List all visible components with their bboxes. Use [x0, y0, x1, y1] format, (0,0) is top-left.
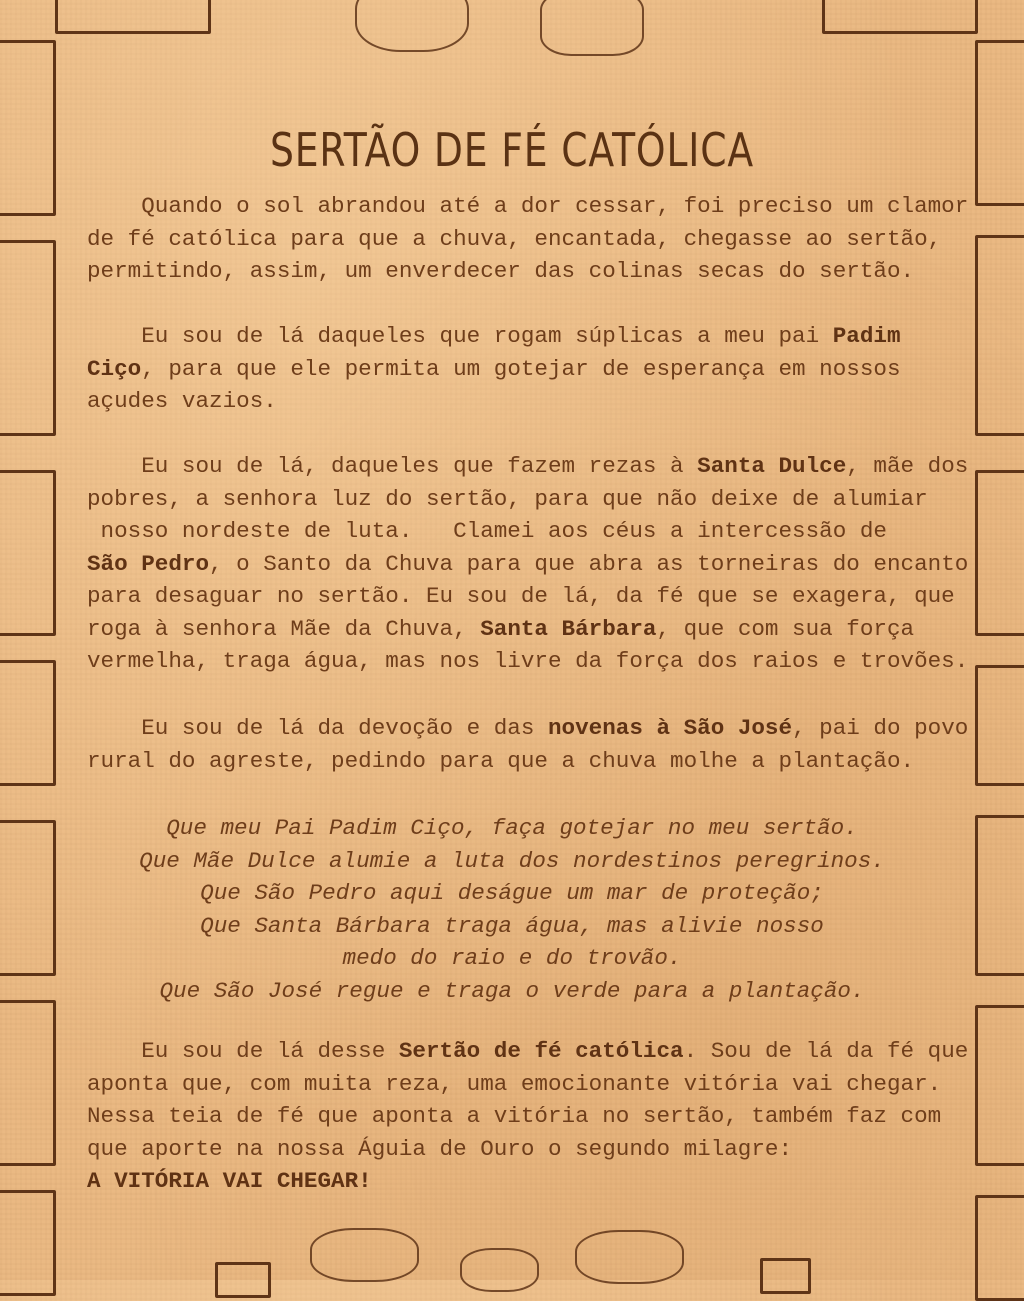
paragraph-2 — [87, 320, 987, 418]
text-line — [87, 515, 987, 548]
emphasized-text: Santa Dulce — [697, 453, 847, 479]
text-line — [87, 1035, 987, 1068]
text-segment: nosso nordeste de luta. Clamei aos céus a intercessão de — [87, 518, 887, 544]
text-line — [87, 190, 987, 223]
poem-line: Que São Pedro aqui deságue um mar de proteção; — [200, 880, 824, 906]
text-line — [87, 645, 987, 678]
text-line — [87, 1133, 987, 1166]
text-line — [87, 320, 987, 353]
text-segment: Quando o sol abrandou até a dor cessar, foi preciso um clamor — [87, 193, 969, 219]
paragraph-1 — [87, 190, 987, 288]
text-line — [87, 580, 987, 613]
text-line — [87, 1100, 987, 1133]
text-segment: Eu sou de lá daqueles que rogam súplicas a meu pai — [87, 323, 833, 349]
text-segment: vermelha, traga água, mas nos livre da força dos raios e trovões. — [87, 648, 969, 674]
text-line — [87, 385, 987, 418]
text-segment: , o Santo da Chuva para que abra as torneiras do encanto — [209, 550, 969, 577]
text-line — [87, 1165, 987, 1198]
paragraph-3 — [87, 450, 987, 678]
text-segment: . Sou de lá da fé que — [683, 1038, 969, 1064]
poem-line: Que São José regue e traga o verde para a plantação. — [159, 977, 865, 1004]
text-line — [87, 483, 987, 516]
poem-line: Que Santa Bárbara traga água, mas alivie nosso — [200, 912, 824, 939]
text-segment: roga à senhora Mãe da Chuva, — [87, 615, 481, 642]
text-line — [87, 613, 987, 646]
text-segment: , mãe dos — [846, 453, 969, 479]
emphasized-text: Padim — [832, 323, 901, 349]
text-line — [87, 745, 987, 778]
emphasized-text: A VITÓRIA VAI CHEGAR! — [87, 1168, 372, 1194]
text-segment: que aporte na nossa Águia de Ouro o segundo milagre: — [87, 1135, 793, 1162]
text-segment: de fé católica para que a chuva, encantada, chegasse ao sertão, — [87, 225, 942, 252]
text-segment: para desaguar no sertão. Eu sou de lá, da fé que se exagera, que — [87, 583, 955, 609]
text-line — [87, 223, 987, 256]
text-segment: rural do agreste, pedindo para que a chuva molhe a plantação. — [87, 747, 915, 774]
text-line — [87, 255, 987, 288]
text-segment: , para que ele permita um gotejar de esperança em nossos — [141, 355, 901, 382]
text-line — [87, 450, 987, 483]
text-line — [87, 353, 987, 386]
poem-line: Que meu Pai Padim Ciço, faça gotejar no meu sertão. — [166, 815, 858, 841]
text-segment: Nessa teia de fé que aponta a vitória no sertão, também faz com — [87, 1103, 942, 1129]
text-segment: pobres, a senhora luz do sertão, para que não deixe de alumiar — [87, 485, 928, 512]
poem-line: medo do raio e do trovão. — [342, 945, 682, 971]
text-line — [87, 1068, 987, 1101]
text-line — [87, 712, 987, 745]
text-segment: Eu sou de lá desse — [87, 1038, 399, 1064]
emphasized-text: novenas à São José — [548, 715, 793, 741]
page-title: SERTÃO DE FÉ CATÓLICA — [269, 122, 755, 177]
text-segment: permitindo, assim, um enverdecer das colinas secas do sertão. — [87, 258, 915, 284]
text-segment: Eu sou de lá, daqueles que fazem rezas à — [87, 453, 698, 479]
text-segment: , pai do povo — [792, 715, 969, 741]
emphasized-text: Santa Bárbara — [480, 615, 657, 642]
text-segment: aponta que, com muita reza, uma emocionante vitória vai chegar. — [87, 1070, 942, 1097]
emphasized-text: Ciço — [87, 355, 142, 382]
prayer-poem — [87, 812, 987, 1007]
text-line — [87, 548, 987, 581]
closing-paragraph — [87, 1035, 987, 1198]
emphasized-text: São Pedro — [87, 550, 210, 577]
text-segment: , que com sua força — [656, 615, 915, 642]
text-segment: Eu sou de lá da devoção e das — [87, 715, 548, 741]
text-segment: açudes vazios. — [87, 388, 277, 414]
paragraph-4 — [87, 712, 987, 777]
poem-line: Que Mãe Dulce alumie a luta dos nordestinos peregrinos. — [139, 847, 885, 874]
emphasized-text: Sertão de fé católica — [398, 1038, 684, 1064]
